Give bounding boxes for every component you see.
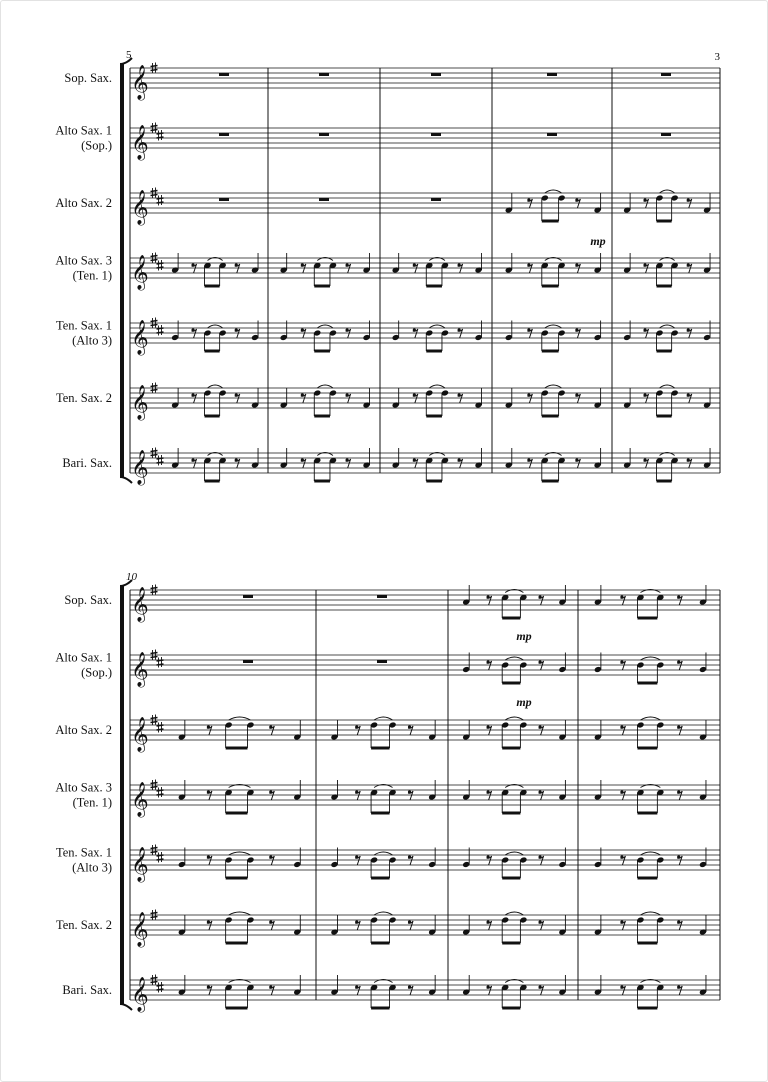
whole-rest-icon xyxy=(377,660,387,663)
tie xyxy=(374,912,392,915)
key-signature-sharp-icon xyxy=(157,260,164,271)
instrument-label: Alto Sax. 1 xyxy=(55,650,112,665)
treble-clef-icon xyxy=(131,782,149,818)
key-signature-sharp-icon xyxy=(157,195,164,206)
tie xyxy=(429,385,445,388)
key-signature-sharp-icon xyxy=(157,722,164,733)
instrument-label: Ten. Sax. 2 xyxy=(55,918,112,932)
treble-clef-icon xyxy=(131,652,149,688)
whole-rest-icon xyxy=(377,595,387,598)
svg-text:𝄞: 𝄞 xyxy=(131,320,149,355)
dynamic-marking: mp xyxy=(516,695,532,709)
treble-clef-icon xyxy=(131,717,149,753)
tie xyxy=(545,190,562,193)
treble-clef-icon xyxy=(131,977,149,1013)
tie xyxy=(640,912,660,915)
instrument-label: Alto Sax. 3 xyxy=(55,253,112,268)
whole-rest-icon xyxy=(547,73,557,76)
svg-text:𝄞: 𝄞 xyxy=(131,125,149,160)
whole-rest-icon xyxy=(431,73,441,76)
treble-clef-icon xyxy=(131,125,149,161)
tie xyxy=(208,385,223,388)
instrument-label: (Sop.) xyxy=(81,138,112,153)
tie xyxy=(545,325,562,328)
instrument-label: Alto Sax. 3 xyxy=(55,780,112,795)
tie xyxy=(505,657,523,660)
measure-number: 10 xyxy=(126,571,137,583)
svg-text:𝄞: 𝄞 xyxy=(131,255,149,290)
system-bracket xyxy=(120,586,124,1004)
tie xyxy=(229,717,251,720)
instrument-label: Alto Sax. 1 xyxy=(55,123,112,138)
treble-clef-icon xyxy=(131,847,149,883)
tie xyxy=(429,325,445,328)
instrument-label: (Sop.) xyxy=(81,665,112,680)
whole-rest-icon xyxy=(431,198,441,201)
key-signature-sharp-icon xyxy=(157,130,164,141)
tie xyxy=(229,852,251,855)
instrument-label: Ten. Sax. 1 xyxy=(55,845,112,860)
instrument-label: (Alto 3) xyxy=(72,333,112,348)
whole-rest-icon xyxy=(661,133,671,136)
tie xyxy=(640,657,660,660)
instrument-label: (Alto 3) xyxy=(72,860,112,875)
instrument-label: (Ten. 1) xyxy=(72,268,112,283)
svg-text:𝄞: 𝄞 xyxy=(131,385,149,420)
svg-text:𝄞: 𝄞 xyxy=(131,717,149,752)
svg-text:𝄞: 𝄞 xyxy=(131,977,149,1012)
treble-clef-icon xyxy=(131,450,149,486)
whole-rest-icon xyxy=(219,73,229,76)
treble-clef-icon xyxy=(131,385,149,421)
whole-rest-icon xyxy=(243,595,253,598)
tie xyxy=(505,852,523,855)
svg-text:𝄞: 𝄞 xyxy=(131,912,149,947)
treble-clef-icon xyxy=(131,65,149,101)
instrument-label: (Ten. 1) xyxy=(72,795,112,810)
whole-rest-icon xyxy=(319,198,329,201)
page-number: 3 xyxy=(714,51,720,63)
instrument-label: Sop. Sax. xyxy=(64,593,112,607)
tie xyxy=(505,717,523,720)
system-bracket xyxy=(120,64,124,477)
dynamic-marking: mp xyxy=(590,234,606,248)
treble-clef-icon xyxy=(131,190,149,226)
tie xyxy=(317,385,333,388)
key-signature-sharp-icon xyxy=(157,982,164,993)
whole-rest-icon xyxy=(243,660,253,663)
key-signature-sharp-icon xyxy=(157,852,164,863)
svg-text:𝄞: 𝄞 xyxy=(131,450,149,485)
tie xyxy=(208,325,223,328)
whole-rest-icon xyxy=(431,133,441,136)
whole-rest-icon xyxy=(319,73,329,76)
tie xyxy=(545,385,562,388)
tie xyxy=(640,717,660,720)
svg-text:𝄞: 𝄞 xyxy=(131,847,149,882)
key-signature-sharp-icon xyxy=(157,657,164,668)
dynamic-marking: mp xyxy=(516,629,532,643)
whole-rest-icon xyxy=(219,198,229,201)
svg-text:𝄞: 𝄞 xyxy=(131,190,149,225)
key-signature-sharp-icon xyxy=(157,787,164,798)
measure-number: 5 xyxy=(126,49,132,61)
instrument-label: Bari. Sax. xyxy=(62,983,112,997)
whole-rest-icon xyxy=(319,133,329,136)
tie xyxy=(374,852,392,855)
tie xyxy=(229,912,251,915)
tie xyxy=(640,852,660,855)
tie xyxy=(317,325,333,328)
svg-text:𝄞: 𝄞 xyxy=(131,65,149,100)
tie xyxy=(374,717,392,720)
svg-text:𝄞: 𝄞 xyxy=(131,652,149,687)
treble-clef-icon xyxy=(131,255,149,291)
instrument-label: Ten. Sax. 2 xyxy=(55,391,112,405)
instrument-label: Ten. Sax. 1 xyxy=(55,318,112,333)
treble-clef-icon xyxy=(131,587,149,623)
treble-clef-icon xyxy=(131,912,149,948)
instrument-label: Sop. Sax. xyxy=(64,71,112,85)
tie xyxy=(660,325,675,328)
svg-text:𝄞: 𝄞 xyxy=(131,587,149,622)
tie xyxy=(660,190,675,193)
whole-rest-icon xyxy=(219,133,229,136)
svg-text:𝄞: 𝄞 xyxy=(131,782,149,817)
tie xyxy=(660,385,675,388)
whole-rest-icon xyxy=(661,73,671,76)
treble-clef-icon xyxy=(131,320,149,356)
instrument-label: Alto Sax. 2 xyxy=(55,196,112,210)
instrument-label: Alto Sax. 2 xyxy=(55,723,112,737)
key-signature-sharp-icon xyxy=(157,325,164,336)
instrument-label: Bari. Sax. xyxy=(62,456,112,470)
tie xyxy=(505,912,523,915)
whole-rest-icon xyxy=(547,133,557,136)
key-signature-sharp-icon xyxy=(157,455,164,466)
